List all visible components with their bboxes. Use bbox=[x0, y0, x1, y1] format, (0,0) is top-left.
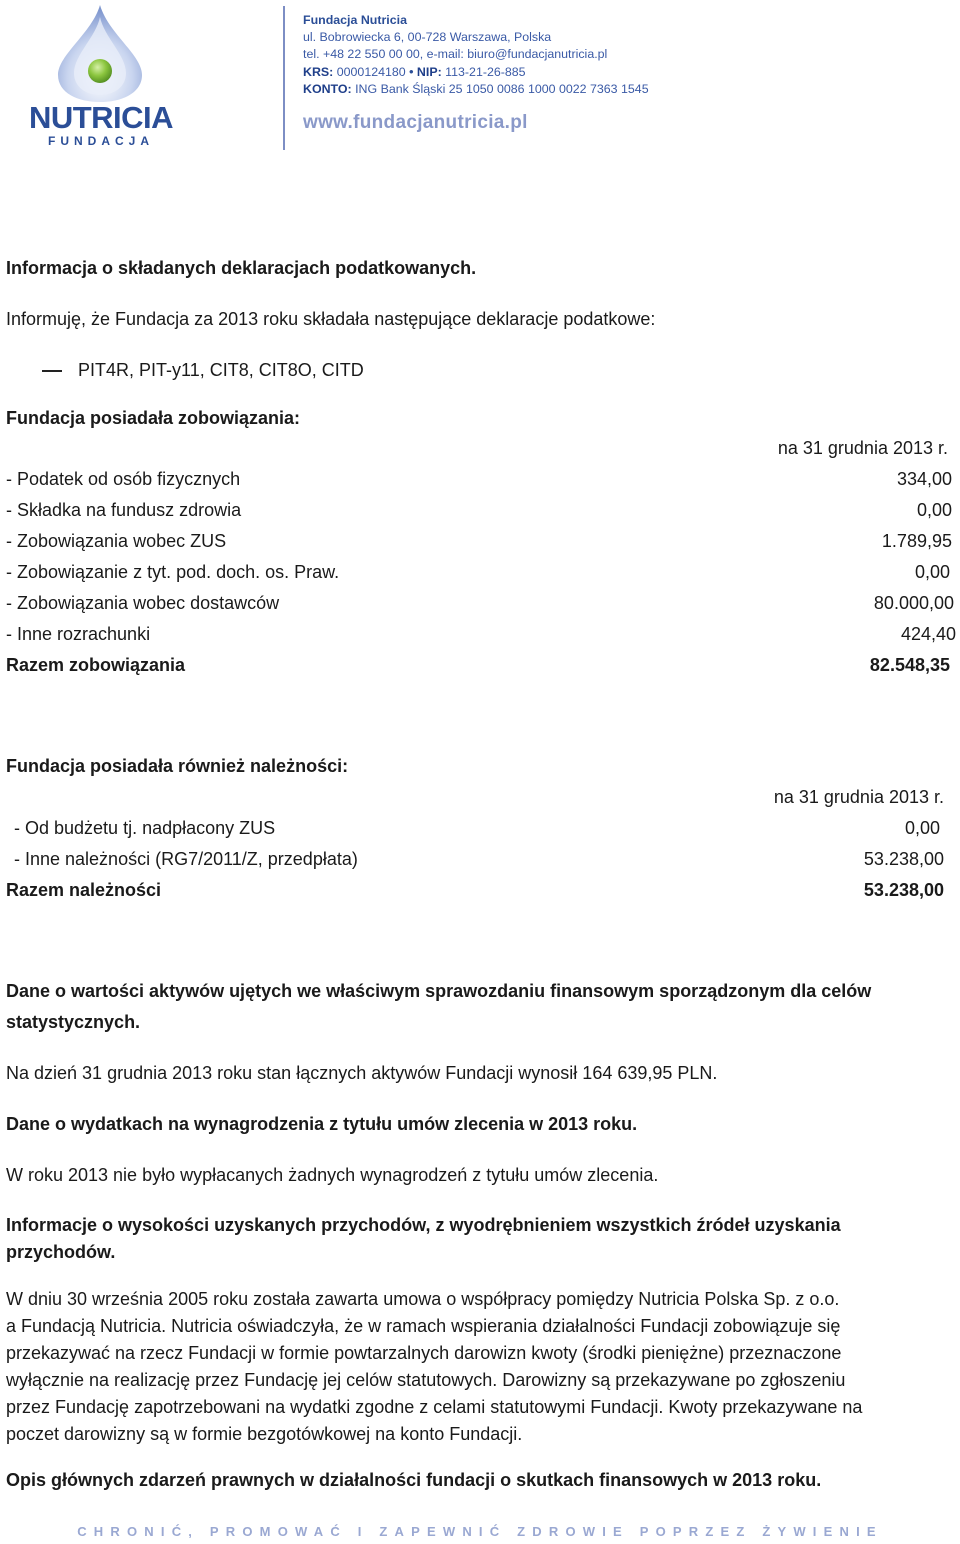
liabilities-total-label: Razem zobowiązania bbox=[6, 655, 186, 675]
logo-wordmark: NUTRICIA bbox=[28, 100, 174, 135]
liability-value: 1.789,95 bbox=[881, 531, 952, 551]
header-divider bbox=[283, 6, 285, 150]
declarations-list-item: PIT4R, PIT-y11, CIT8, CIT8O, CITD bbox=[78, 360, 364, 380]
liability-value: 424,40 bbox=[900, 624, 956, 644]
section-heading-legal: Opis głównych zdarzeń prawnych w działalności fundacji o skutkach finansowych w 2013 roku. bbox=[6, 1470, 822, 1490]
liabilities-date-header: na 31 grudnia 2013 r. bbox=[777, 438, 948, 458]
receivable-label: - Od budżetu tj. nadpłacony ZUS bbox=[14, 818, 276, 838]
assets-text: Na dzień 31 grudnia 2013 roku stan łącznych aktywów Fundacji wynosił 164 639,95 PLN. bbox=[6, 1063, 718, 1083]
revenue-paragraph-line: poczet darowizny są w formie bezgotówkowej na konto Fundacji. bbox=[6, 1424, 523, 1444]
liabilities-total-value: 82.548,35 bbox=[869, 655, 950, 675]
section-heading-assets-cont: statystycznych. bbox=[6, 1012, 141, 1032]
section-heading-declarations: Informacja o składanych deklaracjach podatkowanych. bbox=[6, 258, 477, 278]
receivables-total-label: Razem należności bbox=[6, 880, 162, 900]
liability-value: 334,00 bbox=[896, 469, 952, 489]
receivable-label: - Inne należności (RG7/2011/Z, przedpłata) bbox=[14, 849, 358, 869]
revenue-paragraph-line: wyłącznie na realizację przez Fundację jej celów statutowych. Darowizny są przekazywane po zgłoszeniu bbox=[6, 1370, 846, 1390]
wages-text: W roku 2013 nie było wypłacanych żadnych wynagrodzeń z tytułu umów zlecenia. bbox=[6, 1165, 659, 1185]
revenue-paragraph-line: przez Fundację zapotrzebowani na wydatki zgodne z celami statutowymi Fundacji. Kwoty przekazywane na bbox=[6, 1397, 863, 1417]
revenue-paragraph-line: W dniu 30 września 2005 roku została zawarta umowa o współpracy pomiędzy Nutricia Polska Sp. z o.o. bbox=[6, 1289, 840, 1309]
krs-label: KRS: bbox=[303, 64, 334, 79]
liability-label: - Składka na fundusz zdrowia bbox=[6, 500, 242, 520]
nip-separator: • bbox=[409, 64, 414, 79]
liability-label: - Inne rozrachunki bbox=[6, 624, 151, 644]
section-heading-revenue: Informacje o wysokości uzyskanych przychodów, z wyodrębnieniem wszystkich źródeł uzyskania bbox=[6, 1215, 841, 1235]
section-heading-receivables: Fundacja posiadała również należności: bbox=[6, 756, 349, 776]
section-heading-revenue-cont: przychodów. bbox=[6, 1242, 116, 1262]
liability-label: - Zobowiązania wobec dostawców bbox=[6, 593, 280, 613]
header-contact-block bbox=[303, 12, 723, 98]
website-link[interactable]: www.fundacjanutricia.pl bbox=[303, 112, 528, 133]
org-name: Fundacja Nutricia bbox=[303, 13, 407, 27]
foundation-logo bbox=[0, 0, 200, 152]
declarations-intro: Informuję, że Fundacja za 2013 roku składała następujące deklaracje podatkowe: bbox=[6, 309, 656, 329]
logo-subword: FUNDACJA bbox=[48, 134, 154, 148]
receivables-total-value: 53.238,00 bbox=[863, 880, 944, 900]
liability-value: 80.000,00 bbox=[873, 593, 954, 613]
footer-slogan: CHRONIĆ, PROMOWAĆ I ZAPEWNIĆ ZDROWIE POPRZEZ ŻYWIENIE bbox=[77, 1524, 883, 1539]
receivable-value: 53.238,00 bbox=[863, 849, 944, 869]
section-heading-liabilities: Fundacja posiadała zobowiązania: bbox=[6, 408, 301, 428]
receivables-date-header: na 31 grudnia 2013 r. bbox=[773, 787, 944, 807]
org-address: ul. Bobrowiecka 6, 00-728 Warszawa, Polska bbox=[303, 30, 552, 45]
org-account-line bbox=[303, 81, 723, 98]
liability-label: - Podatek od osób fizycznych bbox=[6, 469, 241, 489]
nip-label: NIP: bbox=[416, 64, 442, 79]
section-heading-wages: Dane o wydatkach na wynagrodzenia z tytułu umów zlecenia w 2013 roku. bbox=[6, 1114, 638, 1134]
nip-value: 113-21-26-885 bbox=[445, 64, 526, 79]
liability-label: - Zobowiązanie z tyt. pod. doch. os. Praw. bbox=[6, 562, 340, 582]
org-registry-line bbox=[303, 64, 723, 81]
liability-label: - Zobowiązania wobec ZUS bbox=[6, 531, 227, 551]
revenue-paragraph-line: a Fundacją Nutricia. Nutricia oświadczyła, że w ramach wspierania działalności Fundacji zobowiązuje się bbox=[6, 1316, 841, 1336]
revenue-paragraph-line: przekazywać na rzecz Fundacji w formie powtarzalnych darowizn kwoty (środki pieniężne) przeznaczone bbox=[6, 1343, 842, 1363]
receivable-value: 0,00 bbox=[904, 818, 940, 838]
section-heading-assets: Dane o wartości aktywów ujętych we właściwym sprawozdaniu finansowym sporządzonym dla celów bbox=[6, 981, 872, 1001]
liability-value: 0,00 bbox=[916, 500, 952, 520]
konto-value: ING Bank Śląski 25 1050 0086 1000 0022 7363 1545 bbox=[355, 81, 649, 96]
water-drop-icon bbox=[44, 3, 156, 103]
liability-value: 0,00 bbox=[914, 562, 950, 582]
konto-label: KONTO: bbox=[303, 81, 352, 96]
krs-value: 0000124180 bbox=[336, 64, 406, 79]
org-contact: tel. +48 22 550 00 00, e-mail: biuro@fundacjanutricia.pl bbox=[303, 47, 608, 62]
list-dash-marker bbox=[42, 370, 62, 372]
